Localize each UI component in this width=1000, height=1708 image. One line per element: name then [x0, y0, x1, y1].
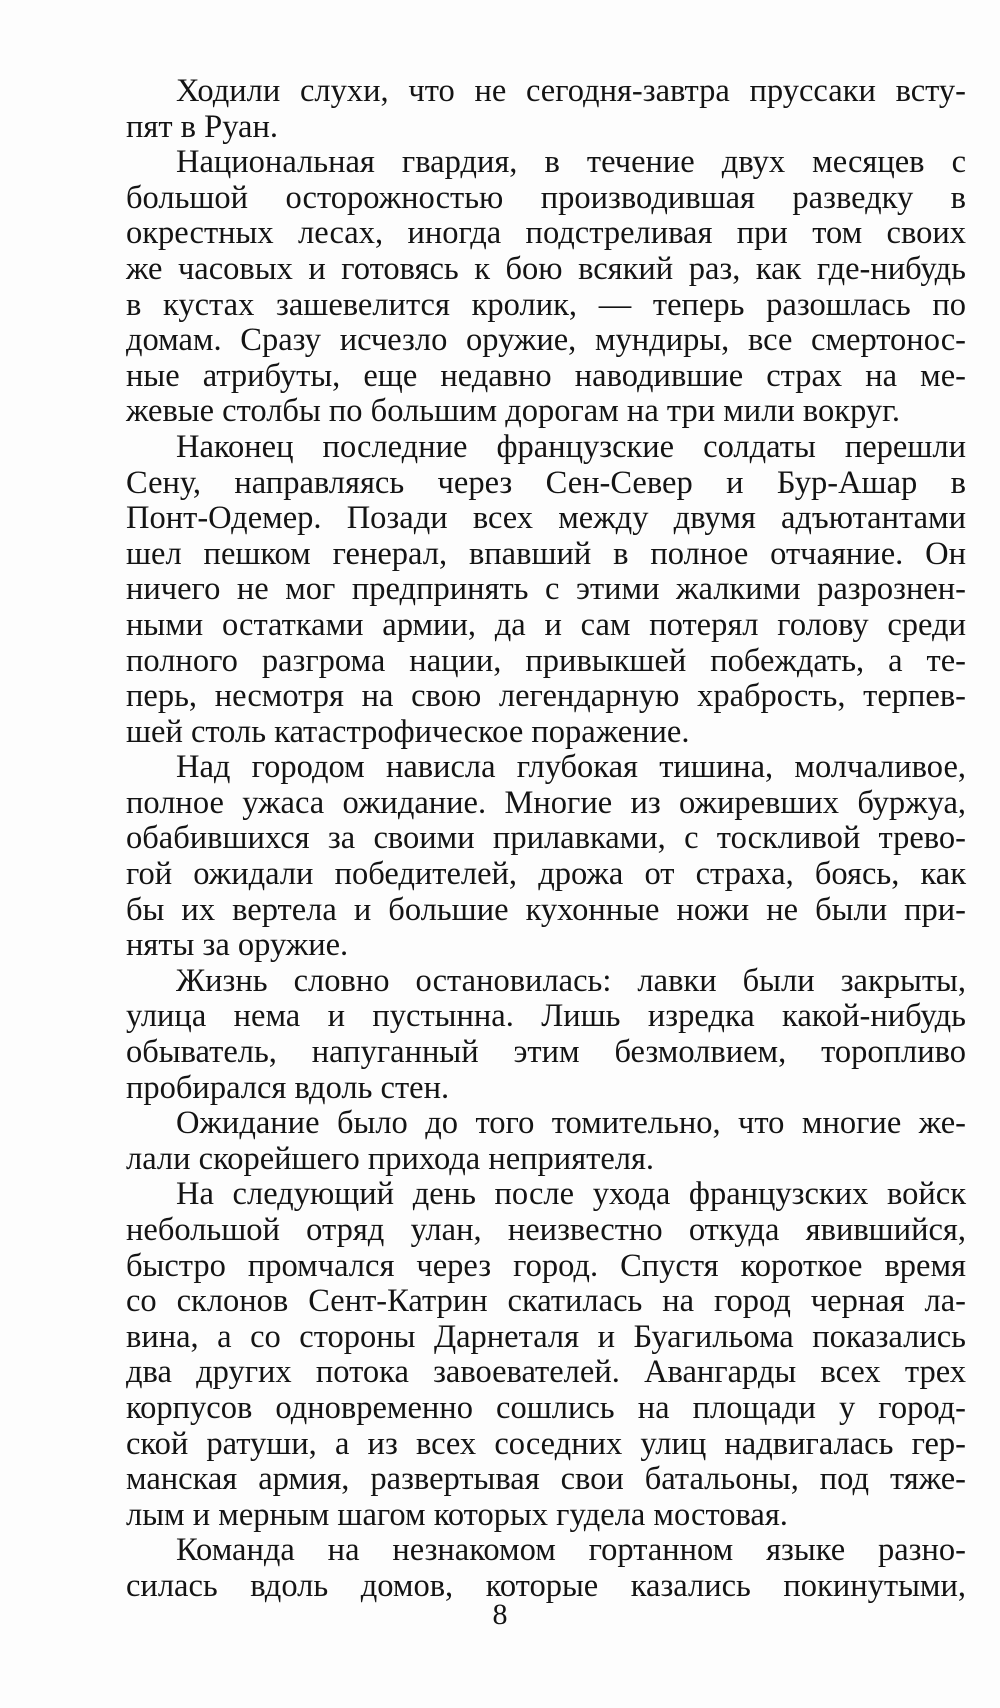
text-line: ными остатками армии, да и сам потерял голову среди [126, 606, 966, 643]
text-line: Понт-Одемер. Позади всех между двумя адъютантами [126, 500, 966, 537]
text-line: силась вдоль домов, которые казались покинутыми, [126, 1567, 966, 1604]
text-line: Национальная гвардия, в течение двух месяцев с [176, 144, 966, 181]
text-line: в кустах зашевелится кролик, — теперь разошлась по [126, 286, 966, 323]
text-line: гой ожидали победителей, дрожа от страха, боясь, как [126, 856, 966, 893]
text-line: обабившихся за своими прилавками, с тоскливой трево- [126, 820, 966, 857]
text-line: окрестных лесах, иногда подстреливая при том своих [126, 215, 966, 252]
text-line: лым и мерным шагом которых гудела мостовая. [126, 1496, 788, 1533]
paragraph [126, 750, 966, 964]
paragraph [126, 74, 966, 145]
text-line: Над городом нависла глубокая тишина, молчаливое, [176, 749, 966, 786]
paragraph [126, 1533, 966, 1604]
text-line: вина, а со стороны Дарнеталя и Буагильома показались [126, 1318, 966, 1355]
text-line: Ожидание было до того томительно, что многие же- [176, 1105, 966, 1142]
paragraph [126, 964, 966, 1106]
text-line: бы их вертела и большие кухонные ножи не были при- [126, 891, 966, 928]
text-line: пробирался вдоль стен. [126, 1069, 450, 1106]
text-line: небольшой отряд улан, неизвестно откуда явившийся, [126, 1212, 966, 1248]
text-line: жевые столбы по большим дорогам на три мили вокруг. [126, 393, 900, 430]
body-text [126, 74, 966, 1605]
text-line: шел пешком генерал, впавший в полное отчаяние. Он [126, 535, 966, 572]
text-line: Жизнь словно остановилась: лавки были закрыты, [176, 962, 966, 999]
paragraph [126, 1106, 966, 1177]
page-number: 8 [492, 1598, 508, 1631]
text-line: корпусов одновременно сошлись на площади у город- [126, 1389, 966, 1426]
text-line: няты за оружие. [126, 927, 349, 964]
text-line: со склонов Сент-Катрин скатилась на город черная ла- [126, 1283, 966, 1320]
text-line: ничего не мог предпринять с этими жалкими разрознен- [126, 571, 966, 608]
text-line: Сену, направляясь через Сен-Север и Бур-Ашар в [126, 464, 966, 501]
paragraph [126, 430, 966, 750]
text-line: пят в Руан. [126, 108, 278, 145]
text-line: большой осторожностью производившая разведку в [126, 179, 966, 216]
text-line: полное ужаса ожидание. Многие из ожиревших буржуа, [126, 784, 966, 821]
text-line: На следующий день после ухода французских войск [176, 1176, 966, 1213]
paragraph [126, 145, 966, 430]
text-line: Ходили слухи, что не сегодня-завтра пруссаки всту- [176, 73, 966, 109]
text-line: два других потока завоевателей. Авангарды всех трех [126, 1354, 966, 1391]
text-line: улица нема и пустынна. Лишь изредка какой-нибудь [126, 998, 966, 1035]
text-line: манская армия, развертывая свои батальоны, под тяже- [126, 1461, 966, 1498]
text-line: же часовых и готовясь к бою всякий раз, как где-нибудь [126, 250, 966, 287]
text-line: шей столь катастрофическое поражение. [126, 713, 690, 750]
text-line: ные атрибуты, еще недавно наводившие страх на ме- [126, 357, 966, 394]
paragraph [126, 1177, 966, 1533]
text-line: обыватель, напуганный этим безмолвием, торопливо [126, 1034, 966, 1071]
text-line: перь, несмотря на свою легендарную храбрость, терпев- [126, 678, 966, 715]
text-line: ской ратуши, а из всех соседних улиц надвигалась гер- [126, 1425, 966, 1462]
text-line: Команда на незнакомом гортанном языке разно- [176, 1532, 966, 1569]
text-line: быстро промчался через город. Спустя короткое время [126, 1247, 966, 1284]
text-line: полного разгрома нации, привыкшей побеждать, а те- [126, 642, 966, 679]
text-line: домам. Сразу исчезло оружие, мундиры, все смертонос- [126, 322, 966, 359]
text-line: лали скорейшего прихода неприятеля. [126, 1140, 655, 1177]
text-line: Наконец последние французские солдаты перешли [176, 428, 966, 465]
